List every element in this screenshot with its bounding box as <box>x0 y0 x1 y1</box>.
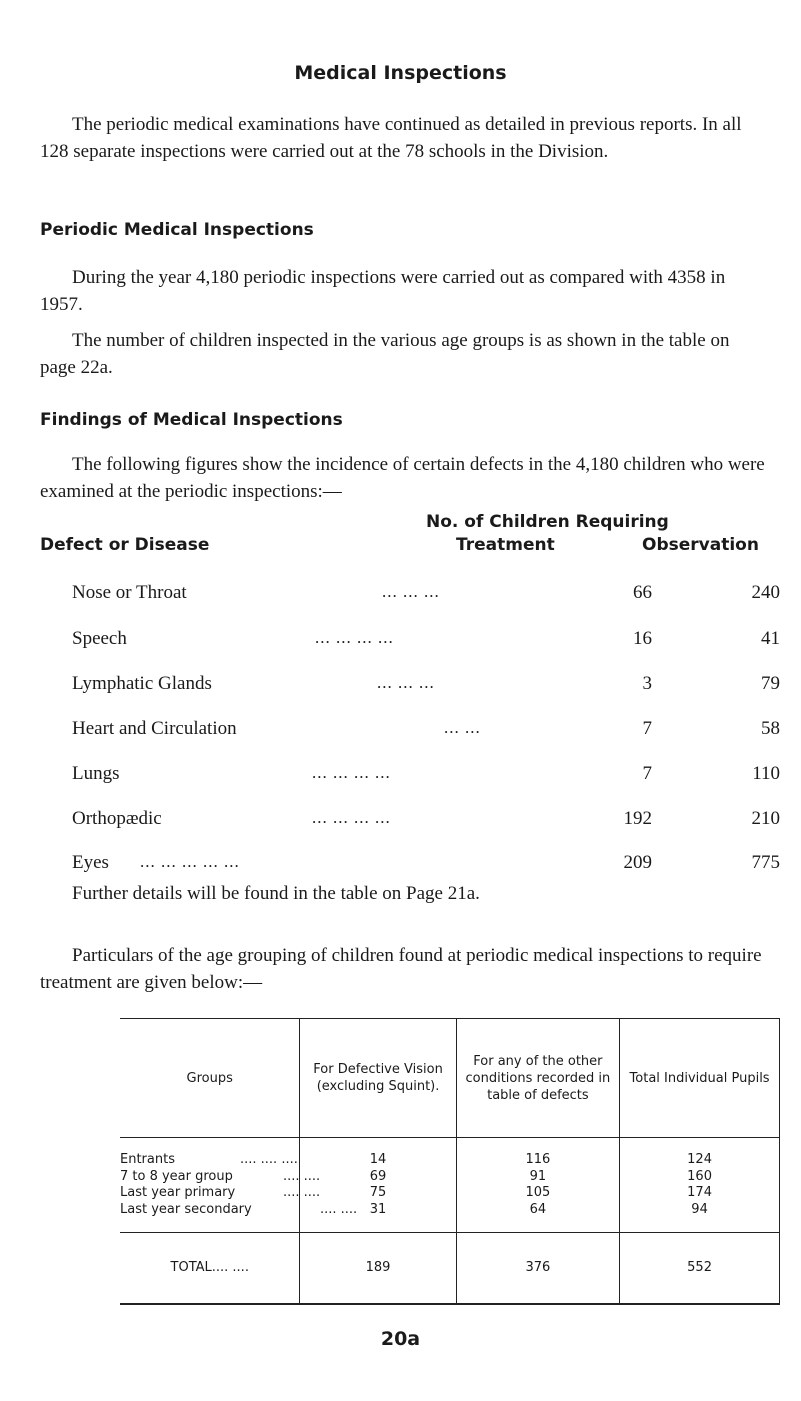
total-label: TOTAL.... .... <box>120 1233 300 1305</box>
defect-row <box>72 763 780 789</box>
age-groups-table <box>120 1018 780 1305</box>
observation-count: 79 <box>761 673 780 694</box>
defect-name: Heart and Circulation <box>72 718 237 739</box>
total-values-cell <box>620 1138 780 1233</box>
treatment-count: 7 <box>642 718 652 739</box>
total-vision: 189 <box>300 1233 456 1305</box>
group-names-cell <box>120 1138 358 1233</box>
table-row <box>120 1168 321 1186</box>
defect-name: Nose or Throat <box>72 582 187 603</box>
further-details-note: Further details will be found in the table on Page 21a. <box>72 883 480 904</box>
observation-count: 110 <box>752 763 780 784</box>
defect-row <box>72 808 780 834</box>
observation-count: 775 <box>751 852 780 873</box>
leader-dots: .... .... .... <box>240 1152 298 1167</box>
observation-count: 210 <box>751 808 780 829</box>
group-name: Last year primary <box>120 1185 236 1200</box>
other-values-cell <box>456 1138 620 1233</box>
table-body-row <box>120 1138 780 1233</box>
vision-count: 31 <box>369 1201 387 1217</box>
group-name: Entrants <box>120 1152 175 1167</box>
defect-row <box>72 852 780 878</box>
treatment-count: 209 <box>623 852 652 873</box>
treatment-count: 7 <box>642 763 652 784</box>
findings-paragraph: The following figures show the incidence of certain defects in the 4,180 children who were examined at the periodic inspections:— <box>40 454 765 502</box>
total-other: 376 <box>456 1233 620 1305</box>
particulars-paragraph: Particulars of the age grouping of children found at periodic medical inspections to require treatment are given below:— <box>40 945 762 993</box>
defect-row <box>72 582 780 608</box>
table-header-row <box>120 1019 780 1138</box>
group-name: Last year secondary <box>120 1201 252 1217</box>
total-count: 124 <box>687 1152 712 1167</box>
treatment-count: 3 <box>642 673 652 694</box>
leader-dots: .... .... <box>320 1201 358 1217</box>
leader-dots: ... ... ... ... <box>315 628 394 647</box>
findings-heading: Findings of Medical Inspections <box>40 410 343 430</box>
defect-row <box>72 718 780 744</box>
table-row <box>120 1152 299 1169</box>
periodic-inspections-paragraph-2: The number of children inspected in the various age groups is as shown in the table on page 22a. <box>40 330 730 378</box>
observation-count: 41 <box>761 628 780 649</box>
total-pupils: 552 <box>620 1233 780 1305</box>
page-number: 20a <box>380 1328 421 1350</box>
defect-row <box>72 673 780 699</box>
periodic-inspections-paragraph-1: During the year 4,180 periodic inspections were carried out as compared with 4358 in 1957. <box>40 267 726 315</box>
leader-dots: .... .... <box>283 1185 321 1200</box>
total-row <box>120 1233 780 1305</box>
leader-dots: ... ... ... ... ... <box>140 852 240 871</box>
table-row <box>120 1185 321 1202</box>
group-name: 7 to 8 year group <box>120 1168 233 1184</box>
other-count: 105 <box>525 1185 551 1200</box>
total-count: 160 <box>687 1168 712 1184</box>
treatment-count: 192 <box>623 808 652 829</box>
defect-name: Lungs <box>72 763 120 784</box>
leader-dots: ... ... <box>444 718 481 737</box>
leader-dots: ... ... ... <box>382 582 440 601</box>
leader-dots: ... ... ... ... <box>312 808 391 827</box>
leader-dots: ... ... ... ... <box>312 763 391 782</box>
observation-count: 240 <box>751 582 780 603</box>
intro-paragraph: The periodic medical examinations have continued as detailed in previous reports. In all 128 separate inspections were carried out at the 78 schools in the Division. <box>40 114 742 162</box>
table-row <box>120 1201 358 1219</box>
treatment-count: 66 <box>633 582 652 603</box>
defect-name: Lymphatic Glands <box>72 673 212 694</box>
total-count: 174 <box>687 1185 712 1200</box>
leader-dots: .... .... <box>283 1168 321 1184</box>
page-title: Medical Inspections <box>294 62 507 84</box>
total-count: 94 <box>691 1201 708 1217</box>
defective-vision-header: For Defective Vision (excluding Squint). <box>300 1019 456 1138</box>
vision-values-cell <box>300 1138 456 1233</box>
defects-column-defect-header: Defect or Disease <box>40 535 210 555</box>
defect-name: Orthopædic <box>72 808 162 829</box>
defects-column-observation-header: Observation <box>642 535 759 555</box>
total-pupils-header: Total Individual Pupils <box>620 1019 780 1138</box>
periodic-inspections-heading: Periodic Medical Inspections <box>40 220 314 240</box>
groups-header: Groups <box>120 1019 300 1138</box>
other-count: 64 <box>529 1201 547 1217</box>
defect-row <box>72 628 780 654</box>
vision-count: 69 <box>369 1168 387 1184</box>
vision-count: 75 <box>369 1185 387 1200</box>
observation-count: 58 <box>761 718 780 739</box>
other-conditions-header: For any of the other conditions recorded in table of defects <box>456 1019 620 1138</box>
vision-count: 14 <box>369 1152 387 1167</box>
treatment-count: 16 <box>633 628 652 649</box>
other-count: 91 <box>529 1168 547 1184</box>
defect-name: Speech <box>72 628 127 649</box>
defect-name: Eyes <box>72 852 109 873</box>
defects-column-group-header: No. of Children Requiring <box>426 512 669 532</box>
other-count: 116 <box>525 1152 551 1167</box>
leader-dots: ... ... ... <box>377 673 435 692</box>
defects-column-treatment-header: Treatment <box>456 535 555 555</box>
